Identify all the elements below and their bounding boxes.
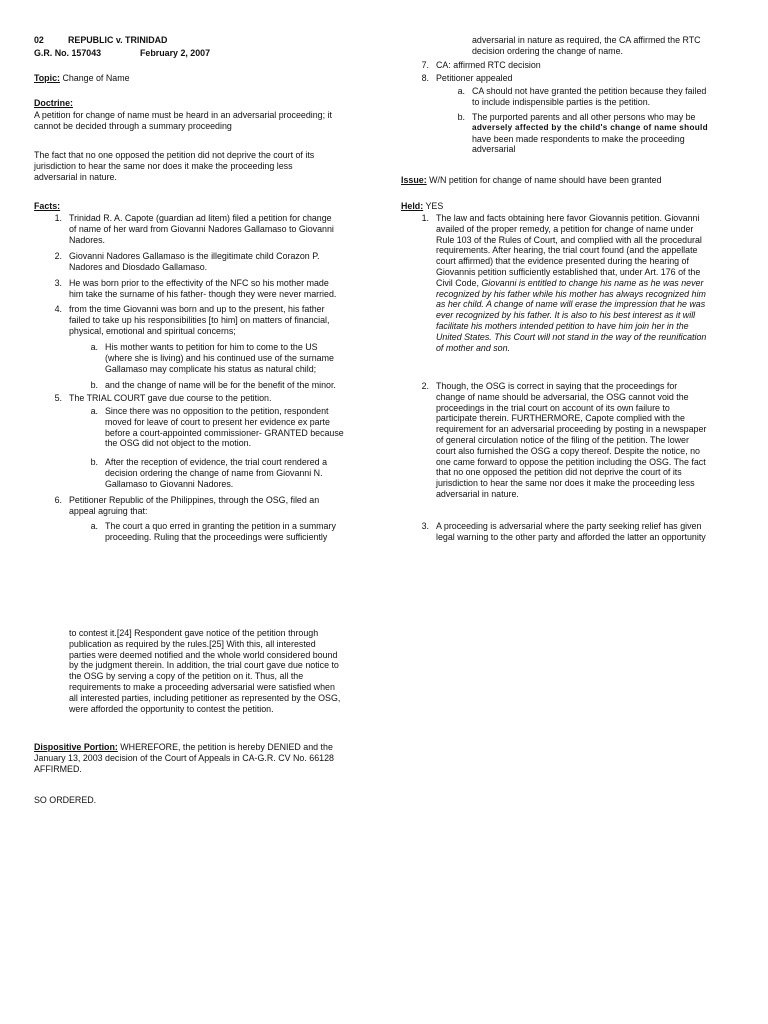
issue-label: Issue: [401,175,427,185]
dispositive-label: Dispositive Portion: [34,742,118,752]
fact-line: have been made respondents to make the proceeding [472,133,685,144]
held-line: all interested parties, including petitioner as represented by the OSG, [69,692,341,703]
held-line: participate therein. FURTHERMORE, Capote complied with the [436,413,685,424]
fact-line: adversely affected by the child's change of name should [472,122,708,132]
held-line: of general circulation notice of the filing of the petition. The lower [436,434,689,445]
held-line: publication as required by the rules.[25] With this, all interested [69,638,316,649]
fact-line: and the change of name will be for the benefit of the minor. [105,380,336,390]
held-value: YES [425,201,444,211]
fact-item-8a [401,86,741,108]
fact-number: 6. [54,495,62,505]
fact-line: moved for leave of court to present her evidence ex parte [105,416,330,427]
fact-item-3 [34,278,374,300]
doctrine-label: Doctrine: [34,98,73,108]
held-line: proceedings in the trial court on account of its own failure to [436,402,670,413]
held-line: were afforded the opportunity to contest the petition. [69,703,274,714]
held-label: Held: [401,201,424,211]
held-number: 3. [421,521,429,531]
fact-line: adversarial [472,144,516,155]
fact-line: from the time Giovanni was born and up to the present, his father [69,304,325,314]
fact-letter: a. [90,406,98,416]
held-line: ever recognized by his father. It is also to his best interest as it will [436,310,696,321]
fact-number: 7. [421,60,429,70]
fact-line: The purported parents and all other persons who may be [472,112,696,122]
fact-item-4 [34,304,374,336]
held-line: Civil Code, Giovanni is entitled to change his name as he was never [436,277,704,288]
fact-line: Nadores. [69,234,106,245]
held-item-1 [401,213,746,353]
held-line: that no one opposed the petition did not deprive the court of its [436,467,682,478]
held-line: parties were deemed notified and the whole world considered bound [69,649,338,660]
fact-line: adversarial in nature as required, the CA affirmed the RTC [472,35,701,45]
fact-line: Since there was no opposition to the petition, respondent [105,406,329,416]
doctrine-line: jurisdiction to hear the same nor does it make the proceeding less [34,160,293,171]
fact-letter: a. [457,86,465,96]
fact-item-5b [34,457,374,489]
held-line: Though, the OSG is correct in saying that the proceedings for [436,381,678,391]
fact-item-1 [34,213,374,245]
held-line: requirements to make a proceeding adversarial were satisfied when [69,681,335,692]
held-line: recognized by his father while his mother has always recognized him [436,288,706,299]
fact-line: decision ordering the change of name from Giovanni N. [105,467,323,478]
facts-label: Facts: [34,201,61,211]
fact-item-6a-continued [401,35,741,57]
topic [34,73,130,84]
fact-item-5a [34,406,374,449]
held-item-3-continued [69,628,379,714]
fact-number: 5. [54,393,62,403]
topic-value: Change of Name [62,73,130,83]
fact-line: to include indispensible parties is the petition. [472,96,651,107]
fact-number: 2. [54,251,62,261]
held-item-3 [401,521,746,543]
fact-line: The TRIAL COURT gave due course to the petition. [69,393,272,403]
held-line: court also furnished the OSG a copy thereof. Despite the notice, no [436,445,700,456]
dispositive-line: AFFIRMED. [34,763,82,774]
held-line: as her child. A change of name will erase the impression that he was [436,299,706,310]
held-line: United States. This Court will not stand in the way of the reunification [436,331,707,342]
doctrine-line: A petition for change of name must be heard in an adversarial proceeding; it [34,110,332,120]
fact-line: CA should not have granted the petition because they failed [472,86,707,96]
closing-so-ordered: SO ORDERED. [34,795,97,805]
fact-line: The court a quo erred in granting the petition in a summary [105,521,336,531]
fact-line: Gallamaso to Giovanni Nadores. [105,478,234,489]
held-line: change of name should be adversarial, the OSG cannot void the [436,391,689,402]
held-line: adversarial in nature. [436,488,519,499]
held-line: Rule 103 of the Rules of Court, and complied with all the procedural [436,234,702,245]
fact-item-2 [34,251,374,273]
fact-item-8 [401,73,741,84]
fact-line: proceeding. Ruling that the proceedings were sufficiently [105,531,328,542]
fact-number: 8. [421,73,429,83]
held-number: 1. [421,213,429,223]
fact-item-5 [34,393,374,404]
case-title: REPUBLIC v. TRINIDAD [68,35,168,45]
doctrine-paragraph-1 [34,110,332,132]
gr-number: G.R. No. 157043 [34,48,102,58]
issue [401,175,662,186]
held-line: legal warning to the other party and afforded the latter an opportunity [436,531,706,542]
held [401,201,443,212]
held-line: the OSG by serving a copy of the petition on it. Thus, all the [69,671,304,682]
held-line: to contest it.[24] Respondent gave notice of the petition through [69,628,319,638]
fact-item-6 [34,495,374,517]
fact-line: Nadores and Diosdado Gallamaso. [69,261,208,272]
doctrine-line: adversarial in nature. [34,171,117,182]
dispositive-line: Dispositive Portion: WHEREFORE, the petition is hereby DENIED and the [34,742,333,752]
held-line: facilitate his mothers intended petition to have him join her in the [436,320,689,331]
fact-line: of name of her ward from Giovanni Nadores Gallamaso to Giovanni [69,223,334,234]
fact-line: Petitioner appealed [436,73,513,83]
fact-line: him take the surname of his father- though they were never married. [69,288,337,299]
fact-line: the OSG did not object to the motion. [105,438,252,449]
held-line: one came forward to oppose the petition including the OSG. The fact [436,456,706,467]
fact-item-7 [401,60,741,71]
dispositive-line: January 13, 2003 decision of the Court of Appeals in CA-G.R. CV No. 66128 [34,752,334,763]
fact-letter: a. [90,342,98,352]
fact-line: His mother wants to petition for him to come to the US [105,342,318,352]
held-number: 2. [421,381,429,391]
doctrine-line: cannot be decided through a summary proceeding [34,120,232,131]
fact-item-8b [401,112,741,155]
fact-number: 4. [54,304,62,314]
held-line: A proceeding is adversarial where the party seeking relief has given [436,521,702,531]
held-line: The law and facts obtaining here favor Giovannis petition. Giovanni [436,213,700,223]
held-line: requirements. After hearing, the trial court found (and the appellate [436,245,698,256]
fact-line: CA: affirmed RTC decision [436,60,541,70]
fact-letter: b. [457,112,465,122]
doctrine-paragraph-2 [34,150,314,182]
fact-number: 1. [54,213,62,223]
held-item-2 [401,381,746,500]
fact-line: before a court-appointed commissioner- GRANTED because [105,427,344,438]
doctrine-line: The fact that no one opposed the petition did not deprive the court of its [34,150,315,160]
issue-value: W/N petition for change of name should have been granted [429,175,662,185]
held-line: of mother and son. [436,342,511,353]
fact-line: decision ordering the change of name. [472,45,623,56]
fact-line: appeal agruing that: [69,505,148,516]
fact-line: physical, emotional and spiritual concerns; [69,325,236,336]
fact-line: Giovanni Nadores Gallamaso is the illegitimate child Corazon P. [69,251,320,261]
fact-line: Trinidad R. A. Capote (guardian ad litem) filed a petition for change [69,213,332,223]
held-line: availed of the proper remedy, a petition for change of name under [436,223,694,234]
held-line: jurisdiction to hear the same nor does it make the proceeding less [436,478,695,489]
fact-line: Gallamaso may complicate his status as natural child; [105,363,317,374]
fact-letter: b. [90,457,98,467]
topic-label: Topic: [34,73,60,83]
fact-item-4a [34,342,374,374]
fact-line: (where she is living) and his continued use of the surname [105,352,334,363]
held-line: by the judgment therein. In addition, the trial court gave due notice to [69,660,339,671]
held-line: court affirmed) that the evidence presented during the hearing of [436,256,689,267]
held-line: Giovannis petition sufficiently established that, under Art. 176 of the [436,266,701,277]
fact-letter: b. [90,380,98,390]
dispositive-portion [34,742,379,774]
fact-letter: a. [90,521,98,531]
fact-line: failed to take up his responsibilities [to him] on matters of financial, [69,314,330,325]
fact-item-4b [34,380,374,391]
case-number: 02 [34,35,44,45]
decision-date: February 2, 2007 [140,48,211,58]
fact-line: After the reception of evidence, the trial court rendered a [105,457,328,467]
held-line: requirement for an adversarial proceeding by posting in a newspaper [436,424,707,435]
fact-line: He was born prior to the effectivity of the NFC so his mother made [69,278,329,288]
fact-number: 3. [54,278,62,288]
fact-line: Petitioner Republic of the Philippines, through the OSG, filed an [69,495,320,505]
fact-item-6a [34,521,374,543]
